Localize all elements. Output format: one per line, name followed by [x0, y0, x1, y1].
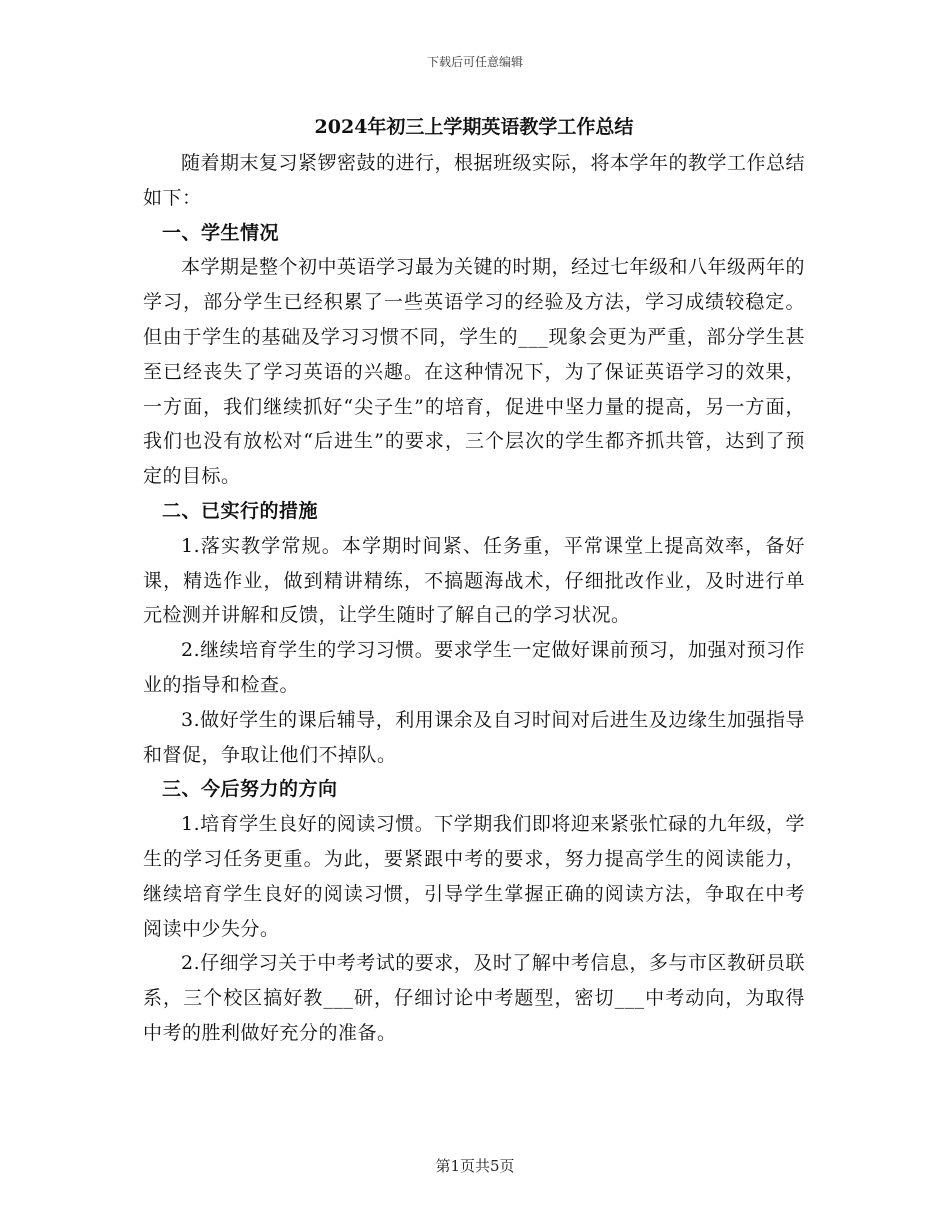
intro-paragraph: 随着期末复习紧锣密鼓的进行，根据班级实际，将本学年的教学工作总结如下： — [143, 152, 806, 209]
header-note: 下载后可任意编辑 — [426, 55, 523, 69]
paragraph: 3.做好学生的课后辅导，利用课余及自习时间对后进生及边缘生加强指导和督促，争取让他们不掉队。 — [143, 708, 805, 766]
section-heading-measures: 二、已实行的措施 — [162, 499, 319, 522]
page-footer: 第1页共5页 — [435, 1157, 515, 1175]
paragraph: 本学期是整个初中英语学习最为关键的时期，经过七年级和八年级两年的学习，部分学生已经积累了一些英语学习的经验及方法，学习成绩较稳定。但由于学生的基础及学习习惯不同，学生的___现象会更为严重，部分学生甚至已经丧失了学习英语的兴趣。在这种情况下，为了保证英语学习的效果，一方面，我们继续抓好“尖子生”的培育，促进中坚力量的提高，另一方面，我们也没有放松对“后进生”的要求，三个层次的学生都齐抓共管，达到了预定的目标。 — [143, 256, 806, 488]
section-heading-students: 一、学生情况 — [162, 221, 280, 244]
paragraph: 1.落实教学常规。本学期时间紧、任务重，平常课堂上提高效率，备好课，精选作业，做到精讲精练，不搞题海战术，仔细批改作业，及时进行单元检测并讲解和反馈，让学生随时了解自己的学习状况。 — [143, 534, 805, 627]
document-title: 2024年初三上学期英语教学工作总结 — [314, 116, 634, 138]
section-heading-future: 三、今后努力的方向 — [162, 778, 338, 801]
document-body — [143, 110, 805, 1051]
paragraph: 1.培育学生良好的阅读习惯。下学期我们即将迎来紧张忙碌的九年级，学生的学习任务更重。为此，要紧跟中考的要求，努力提高学生的阅读能力，继续培育学生良好的阅读习惯，引导学生掌握正确的阅读方法，争取在中考阅读中少失分。 — [143, 813, 805, 940]
paragraph: 2.继续培育学生的学习习惯。要求学生一定做好课前预习，加强对预习作业的指导和检查。 — [143, 639, 805, 696]
paragraph: 2.仔细学习关于中考考试的要求，及时了解中考信息，多与市区教研员联系，三个校区搞好教___研，仔细讨论中考题型，密切___中考动向，为取得中考的胜利做好充分的准备。 — [143, 952, 805, 1044]
